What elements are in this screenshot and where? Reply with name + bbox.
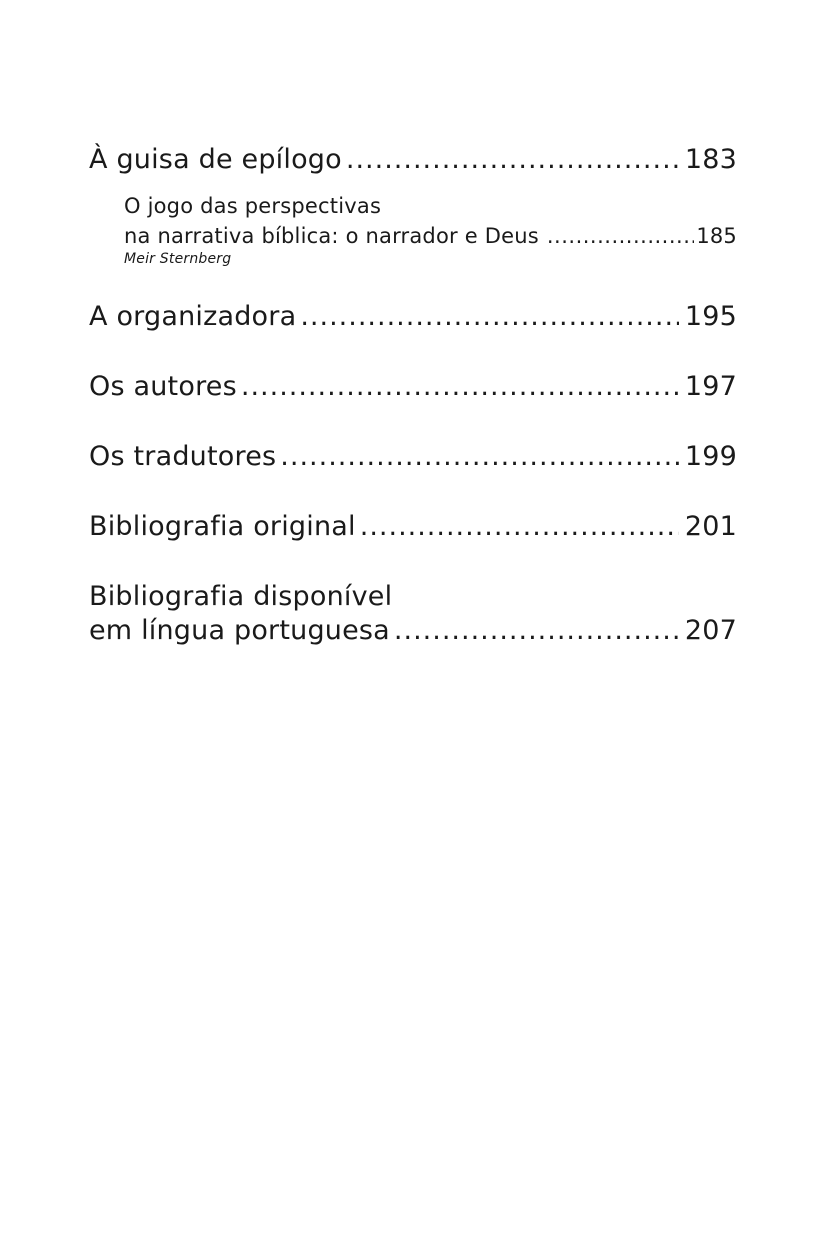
toc-entry-title: Os autores [89,371,237,402]
toc-entry-title-line2: em língua portuguesa [89,615,390,646]
toc-entry-autores[interactable] [89,370,737,404]
toc-line [89,510,737,544]
toc-entry-epilogo[interactable] [89,143,737,177]
toc-entry-title-line1: Bibliografia disponível [89,581,393,612]
dot-leader [241,370,679,404]
toc-entry-title: A organizadora [89,301,297,332]
toc-subentry-jogo-perspectivas[interactable] [124,191,737,267]
toc-entry-organizadora[interactable] [89,300,737,334]
table-of-contents [89,0,737,1240]
toc-line [89,300,737,334]
dot-leader [360,510,679,544]
toc-entry-title: Os tradutores [89,441,277,472]
dot-leader [394,614,679,648]
dot-leader [280,440,679,474]
toc-page-number: 183 [684,144,737,175]
toc-page-number: 197 [684,371,737,402]
toc-subentry-title-line2: na narrativa bíblica: o narrador e Deus [124,224,539,248]
toc-subentry-author: Meir Sternberg [124,251,232,267]
toc-page-number: 185 [696,224,737,248]
toc-line [124,221,737,251]
toc-entry-title: Bibliografia original [89,511,356,542]
toc-entry-title: À guisa de epílogo [89,144,342,175]
toc-page-number: 207 [684,615,737,646]
dot-leader [547,221,694,251]
toc-line [89,440,737,474]
toc-page-number: 199 [684,441,737,472]
toc-entry-bibliografia-original[interactable] [89,510,737,544]
toc-entry-bibliografia-disponivel[interactable] [89,580,737,648]
dot-leader [300,300,679,334]
toc-line [89,614,737,648]
toc-page-number: 201 [684,511,737,542]
dot-leader [346,143,679,177]
toc-page-number: 195 [684,301,737,332]
toc-subentry-title-line1: O jogo das perspectivas [124,194,382,218]
toc-entry-tradutores[interactable] [89,440,737,474]
toc-line [89,143,737,177]
toc-line [89,370,737,404]
